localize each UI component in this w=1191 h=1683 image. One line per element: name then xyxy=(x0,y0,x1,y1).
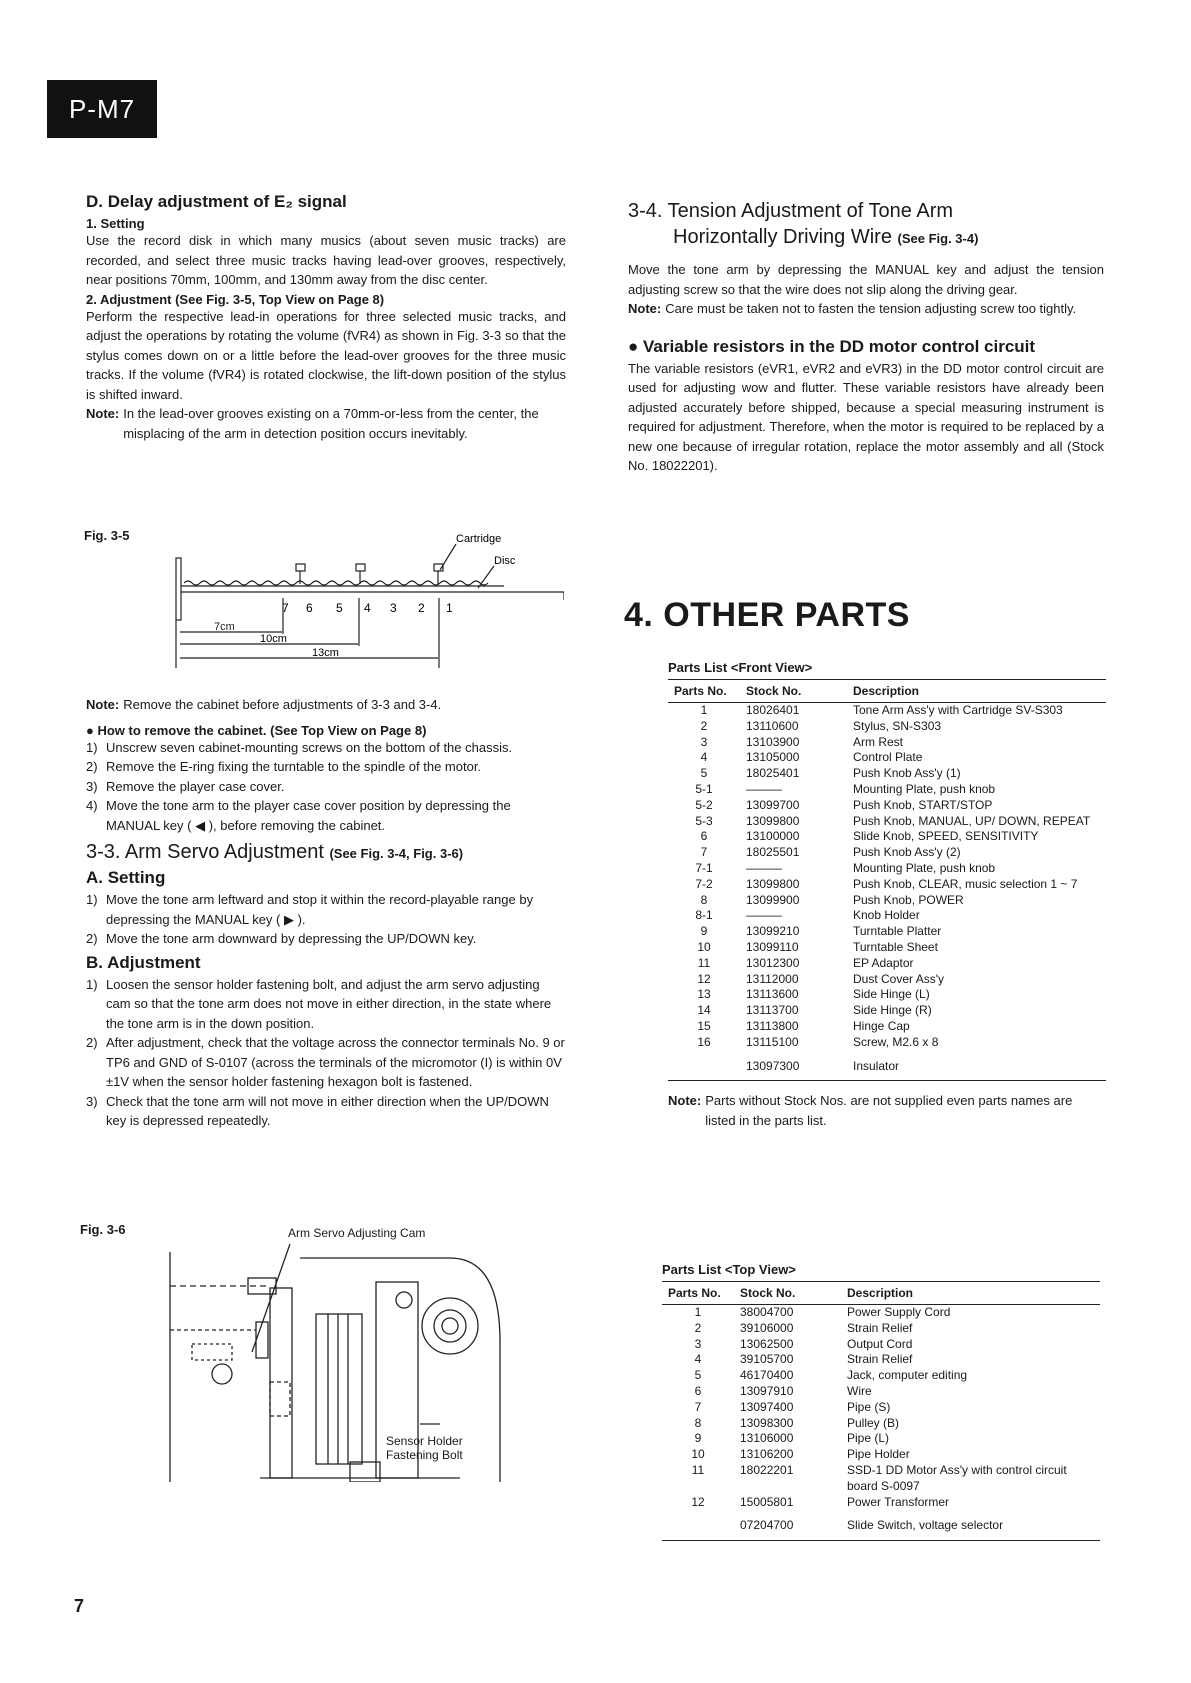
stock-no-cell: 13099900 xyxy=(746,892,800,907)
description-cell: Side Hinge (R) xyxy=(853,1003,932,1018)
parts-no-cell: 6 xyxy=(700,829,708,844)
stock-no-cell: 13012300 xyxy=(746,955,800,970)
description-cell: Turntable Platter xyxy=(853,924,942,939)
table-row xyxy=(668,940,1106,956)
right-column xyxy=(628,198,1104,476)
description-cell: Push Knob, MANUAL, UP/ DOWN, REPEAT xyxy=(853,813,1091,828)
table-row xyxy=(662,1384,1100,1400)
remove-steps-list xyxy=(86,738,566,836)
stock-no-cell: 39105700 xyxy=(740,1352,794,1367)
col-stock-no: Stock No. xyxy=(740,680,847,703)
description-cell: Knob Holder xyxy=(853,908,920,923)
note-text: In the lead-over grooves existing on a 70mm-or-less from the center, the misplacing of the arm in detection position occurs inevitably. xyxy=(123,406,539,441)
step-number: 4) xyxy=(86,798,98,813)
description-cell: Strain Relief xyxy=(847,1320,913,1335)
groove-num-3: 3 xyxy=(390,601,397,615)
step-text: Remove the E-ring fixing the turntable to the spindle of the motor. xyxy=(106,759,482,774)
step-number: 2) xyxy=(86,759,98,774)
table-row xyxy=(668,877,1106,893)
table-row xyxy=(668,987,1106,1003)
table-row xyxy=(668,703,1106,719)
arm-servo-ref: (See Fig. 3-4, Fig. 3-6) xyxy=(329,846,464,861)
model-tag: P-M7 xyxy=(47,80,157,138)
step-text: Move the tone arm downward by depressing the UP/DOWN key. xyxy=(106,931,477,946)
table-row xyxy=(662,1368,1100,1384)
description-cell: Pipe (S) xyxy=(847,1399,891,1414)
note-text: Remove the cabinet before adjustments of 3-3 and 3-4. xyxy=(123,697,442,712)
stock-no-cell: 13113800 xyxy=(746,1018,799,1033)
table-row xyxy=(668,735,1106,751)
note-parts xyxy=(668,1091,1106,1130)
note-lead-over xyxy=(86,404,566,443)
table-row xyxy=(668,908,1106,924)
variable-resistors-title: ● Variable resistors in the DD motor control circuit xyxy=(628,336,1036,356)
description-cell: Power Transformer xyxy=(847,1494,950,1509)
tension-adjustment-title xyxy=(628,198,1104,252)
parts-no-cell: 12 xyxy=(691,1494,705,1509)
step-item xyxy=(86,1033,566,1092)
description-cell: Insulator xyxy=(847,1051,1106,1081)
description-cell: Mounting Plate, push knob xyxy=(853,860,996,875)
table-row xyxy=(668,782,1106,798)
parts-no-cell: 5-3 xyxy=(695,813,713,828)
stock-no-cell: 13062500 xyxy=(740,1336,794,1351)
groove-num-2: 2 xyxy=(418,601,425,615)
parts-no-cell: 8 xyxy=(694,1415,702,1430)
table-row xyxy=(662,1337,1100,1353)
table-row xyxy=(668,719,1106,735)
stock-no-cell: 13113600 xyxy=(746,987,799,1002)
table-row xyxy=(662,1400,1100,1416)
left-column xyxy=(86,192,566,443)
stock-no-cell: 13099800 xyxy=(746,876,800,891)
parts-no-cell: 10 xyxy=(691,1447,705,1462)
figure-3-5 xyxy=(84,528,564,678)
top-parts-table xyxy=(662,1281,1100,1541)
description-cell: Stylus, SN-S303 xyxy=(853,718,942,733)
stock-no-cell: 18026401 xyxy=(746,703,800,717)
description-cell: Control Plate xyxy=(853,750,923,765)
parts-no-cell: 5-1 xyxy=(695,781,713,796)
table-row xyxy=(668,1019,1106,1035)
parts-no-cell: 5 xyxy=(694,1368,702,1383)
stock-no-cell: 38004700 xyxy=(740,1305,794,1319)
table-header-row xyxy=(662,1282,1100,1305)
fig-3-5-label: Fig. 3-5 xyxy=(84,528,130,543)
description-cell: Jack, computer editing xyxy=(847,1368,968,1383)
stock-no-cell: 18022201 xyxy=(740,1462,794,1477)
table-row xyxy=(668,924,1106,940)
parts-no-cell xyxy=(662,1510,734,1540)
description-cell: Turntable Sheet xyxy=(853,939,938,954)
stock-no-cell: 13097300 xyxy=(740,1051,847,1081)
front-parts-table xyxy=(668,679,1106,1081)
parts-no-cell: 10 xyxy=(697,939,711,954)
arm-servo-title xyxy=(86,841,566,864)
table-row xyxy=(668,893,1106,909)
step-number: 2) xyxy=(86,931,98,946)
description-cell: Pipe Holder xyxy=(847,1447,910,1462)
step-item xyxy=(86,929,566,949)
top-view-parts xyxy=(662,1262,1100,1541)
figure-3-6 xyxy=(80,1222,520,1482)
step-number: 1) xyxy=(86,739,98,755)
parts-no-cell: 5 xyxy=(700,766,708,781)
delay-adjustment-title: D. Delay adjustment of E₂ signal xyxy=(86,192,347,211)
description-cell: Power Supply Cord xyxy=(847,1305,951,1319)
parts-no-cell: 2 xyxy=(700,718,708,733)
table-row xyxy=(668,750,1106,766)
dim-7cm: 7cm xyxy=(214,621,235,633)
fig-label-sensor-holder-1: Sensor Holder xyxy=(386,1434,463,1448)
note-label: Note: xyxy=(628,301,662,316)
step-text: Check that the tone arm will not move in either direction when the UP/DOWN key is depressed repeatedly. xyxy=(106,1093,549,1128)
parts-no-cell: 7 xyxy=(700,845,708,860)
groove-num-6: 6 xyxy=(306,601,313,615)
description-cell: Tone Arm Ass'y with Cartridge SV-S303 xyxy=(853,703,1063,717)
step-number: 3) xyxy=(86,1093,98,1109)
step-number: 3) xyxy=(86,778,98,794)
stock-no-cell: 13115100 xyxy=(746,1034,799,1049)
step-number: 1) xyxy=(86,892,98,907)
table-row xyxy=(668,956,1106,972)
stock-no-cell: 13112000 xyxy=(746,971,799,986)
table-row xyxy=(668,798,1106,814)
description-cell: Side Hinge (L) xyxy=(853,987,930,1002)
setting-text: Use the record disk in which many musics (about seven music tracks) are recorded, and select three music tracks having lead-over grooves, respectively, near positions 70mm, 100mm, and 130mm away from the disc center. xyxy=(86,233,566,287)
setting-steps-list xyxy=(86,890,566,949)
parts-no-cell: 3 xyxy=(700,734,708,749)
adjustment-b-title: B. Adjustment xyxy=(86,952,201,972)
parts-no-cell: 1 xyxy=(700,703,708,717)
other-parts-title: 4. OTHER PARTS xyxy=(624,596,910,634)
parts-no-cell xyxy=(668,1051,740,1081)
fig-3-5-drawing xyxy=(84,528,564,678)
tension-title-ref: (See Fig. 3-4) xyxy=(897,231,979,246)
stock-no-cell: 39106000 xyxy=(740,1320,794,1335)
description-cell: Mounting Plate, push knob xyxy=(853,781,996,796)
fig-label-sensor-holder-2: Fastening Bolt xyxy=(386,1448,463,1462)
description-cell: Push Knob, CLEAR, music selection 1 ~ 7 xyxy=(853,876,1078,891)
remove-cabinet-title-text: How to remove the cabinet. (See Top View on Page 8) xyxy=(97,722,427,738)
left-column-lower xyxy=(86,695,566,1131)
remove-cabinet-title: ● How to remove the cabinet. (See Top View on Page 8) xyxy=(86,722,427,738)
description-cell: Wire xyxy=(847,1383,872,1398)
dim-13cm: 13cm xyxy=(312,647,339,659)
table-row xyxy=(662,1321,1100,1337)
parts-no-cell: 4 xyxy=(700,750,708,765)
description-cell: Push Knob, POWER xyxy=(853,892,964,907)
table-row xyxy=(668,814,1106,830)
table-row xyxy=(662,1463,1100,1495)
parts-no-cell: 5-2 xyxy=(695,797,713,812)
step-text: Loosen the sensor holder fastening bolt, and adjust the arm servo adjusting cam so that the tone arm does not move in either direction, in the state where the tone arm is in the down position. xyxy=(106,976,552,1031)
table-row xyxy=(662,1416,1100,1432)
stock-no-cell: ——— xyxy=(746,781,782,796)
stock-no-cell: 13105000 xyxy=(746,750,800,765)
description-cell: Dust Cover Ass'y xyxy=(853,971,944,986)
stock-no-cell: 18025501 xyxy=(746,845,800,860)
variable-resistors-title-text: Variable resistors in the DD motor control circuit xyxy=(643,336,1036,356)
table-row xyxy=(668,845,1106,861)
adjustment-steps-list xyxy=(86,975,566,1131)
step-text: After adjustment, check that the voltage across the connector terminals No. 9 or TP6 and GND of S-0107 (across the terminals of the micromotor (I) is within 0V ±1V when the sensor holder fastening hexagon bolt is fastened. xyxy=(106,1035,565,1089)
table-row xyxy=(662,1495,1100,1511)
parts-no-cell: 12 xyxy=(697,971,711,986)
step-text: Move the tone arm to the player case cover position by depressing the MANUAL key ( ◀ ), before removing the cabinet. xyxy=(106,798,511,833)
stock-no-cell: 18025401 xyxy=(746,766,800,781)
step-text: Remove the player case cover. xyxy=(106,778,285,794)
stock-no-cell: 13097400 xyxy=(740,1399,794,1414)
stock-no-cell: 13113700 xyxy=(746,1003,799,1018)
tension-text: Move the tone arm by depressing the MANUAL key and adjust the tension adjusting screw so that the wire does not slip along the driving gear. xyxy=(628,262,1104,297)
note-text: Parts without Stock Nos. are not supplied even parts names are listed in the parts list. xyxy=(705,1093,1073,1128)
parts-no-cell: 7-1 xyxy=(695,860,713,875)
table-row xyxy=(662,1447,1100,1463)
note-text: Care must be taken not to fasten the tension adjusting screw too tightly. xyxy=(665,301,1077,316)
col-description: Description xyxy=(841,1282,1100,1305)
description-cell: Hinge Cap xyxy=(853,1018,910,1033)
groove-num-7: 7 xyxy=(282,601,289,615)
table-row xyxy=(668,1051,1106,1081)
stock-no-cell: 13110600 xyxy=(746,718,799,733)
step-item xyxy=(86,796,566,835)
description-cell: Screw, M2.6 x 8 xyxy=(853,1034,939,1049)
parts-no-cell: 9 xyxy=(694,1431,702,1446)
stock-no-cell: 13097910 xyxy=(740,1383,794,1398)
table-row xyxy=(662,1510,1100,1540)
description-cell: Push Knob, START/STOP xyxy=(853,797,993,812)
parts-no-cell: 8-1 xyxy=(695,908,713,923)
parts-no-cell: 3 xyxy=(694,1336,702,1351)
top-parts-label: Parts List <Top View> xyxy=(662,1262,796,1277)
description-cell: Push Knob Ass'y (1) xyxy=(853,766,961,781)
parts-no-cell: 2 xyxy=(694,1320,702,1335)
fig-label-sensor-holder xyxy=(386,1434,463,1462)
fig-3-6-label: Fig. 3-6 xyxy=(80,1222,126,1237)
step-item xyxy=(86,738,566,758)
fig-label-disc: Disc xyxy=(494,555,516,567)
step-text: Unscrew seven cabinet-mounting screws on the bottom of the chassis. xyxy=(106,739,513,755)
front-view-parts xyxy=(668,660,1106,1130)
table-header-row xyxy=(668,680,1106,703)
arm-servo-title-text: 3-3. Arm Servo Adjustment xyxy=(86,841,324,863)
table-row xyxy=(662,1305,1100,1321)
note-label: Note: xyxy=(668,1093,702,1109)
description-cell: Pipe (L) xyxy=(847,1431,890,1446)
fig-label-cam: Arm Servo Adjusting Cam xyxy=(288,1226,426,1240)
groove-num-5: 5 xyxy=(336,601,343,615)
variable-resistors-text: The variable resistors (eVR1, eVR2 and eVR3) in the DD motor control circuit are used for adjusting wow and flutter. These variable resistors have already been adjusted accurately before shipped, because a special measuring instrument is required for adjustment. Therefore, when the motor is required to be replaced by a new one because of irregular rotation, replace the motor assembly and all (Stock No. 18022201). xyxy=(628,360,1104,473)
tension-title-line-2-text: Horizontally Driving Wire xyxy=(673,226,892,248)
description-cell: Output Cord xyxy=(847,1336,913,1351)
stock-no-cell: 13099110 xyxy=(746,939,799,954)
stock-no-cell: 15005801 xyxy=(740,1494,794,1509)
groove-num-4: 4 xyxy=(364,601,371,615)
col-parts-no: Parts No. xyxy=(668,680,740,703)
description-cell: SSD-1 DD Motor Ass'y with control circuit board S-0097 xyxy=(847,1462,1067,1493)
table-row xyxy=(668,766,1106,782)
parts-no-cell: 15 xyxy=(697,1018,711,1033)
description-cell: Slide Knob, SPEED, SENSITIVITY xyxy=(853,829,1039,844)
front-parts-label: Parts List <Front View> xyxy=(668,660,813,675)
col-stock-no: Stock No. xyxy=(734,1282,841,1305)
step-number: 1) xyxy=(86,976,98,992)
stock-no-cell: 13099210 xyxy=(746,924,800,939)
step-item xyxy=(86,757,566,777)
col-parts-no: Parts No. xyxy=(662,1282,734,1305)
step-number: 2) xyxy=(86,1035,98,1050)
note-label: Note: xyxy=(86,406,120,421)
parts-no-cell: 11 xyxy=(697,955,711,970)
step-item xyxy=(86,890,566,929)
note-label: Note: xyxy=(86,697,120,712)
description-cell: Arm Rest xyxy=(853,734,904,749)
description-cell: Slide Switch, voltage selector xyxy=(841,1510,1100,1540)
note-tension xyxy=(628,299,1104,319)
groove-num-1: 1 xyxy=(446,601,453,615)
description-cell: EP Adaptor xyxy=(853,955,914,970)
table-row xyxy=(662,1352,1100,1368)
stock-no-cell: 13100000 xyxy=(746,829,800,844)
description-cell: Push Knob Ass'y (2) xyxy=(853,845,961,860)
setting-title: 1. Setting xyxy=(86,216,145,231)
col-description: Description xyxy=(847,680,1106,703)
table-row xyxy=(668,861,1106,877)
parts-no-cell: 14 xyxy=(697,1003,711,1018)
tension-title-line-2 xyxy=(628,224,1104,252)
step-text: Move the tone arm leftward and stop it within the record-playable range by depressing the MANUAL key ( ▶ ). xyxy=(106,892,534,927)
parts-no-cell: 13 xyxy=(697,987,711,1002)
parts-no-cell: 6 xyxy=(694,1383,702,1398)
table-row xyxy=(668,1035,1106,1051)
stock-no-cell: 46170400 xyxy=(740,1368,794,1383)
adjustment-title: 2. Adjustment (See Fig. 3-5, Top View on Page 8) xyxy=(86,291,385,307)
parts-no-cell: 7-2 xyxy=(695,876,713,891)
stock-no-cell: 13098300 xyxy=(740,1415,794,1430)
table-row xyxy=(668,972,1106,988)
stock-no-cell: 07204700 xyxy=(734,1510,841,1540)
parts-no-cell: 11 xyxy=(691,1462,705,1477)
fig-label-cartridge: Cartridge xyxy=(456,533,502,545)
parts-no-cell: 8 xyxy=(700,892,708,907)
table-row xyxy=(668,829,1106,845)
description-cell: Pulley (B) xyxy=(847,1415,900,1430)
step-item xyxy=(86,975,566,1034)
other-parts-section xyxy=(624,596,1104,635)
stock-no-cell: ——— xyxy=(746,908,782,923)
description-cell: Strain Relief xyxy=(847,1352,913,1367)
table-row xyxy=(668,1003,1106,1019)
parts-no-cell: 4 xyxy=(694,1352,702,1367)
dim-10cm: 10cm xyxy=(260,633,287,645)
table-row xyxy=(662,1431,1100,1447)
stock-no-cell: 13103900 xyxy=(746,734,800,749)
note-remove-cabinet xyxy=(86,695,566,715)
parts-no-cell: 9 xyxy=(700,924,708,939)
parts-no-cell: 1 xyxy=(694,1305,702,1319)
stock-no-cell: 13099800 xyxy=(746,813,800,828)
stock-no-cell: 13106200 xyxy=(740,1447,794,1462)
step-item xyxy=(86,777,566,797)
step-item xyxy=(86,1092,566,1131)
stock-no-cell: 13099700 xyxy=(746,797,800,812)
stock-no-cell: ——— xyxy=(746,860,782,875)
parts-no-cell: 7 xyxy=(694,1399,702,1414)
tension-title-line-1: 3-4. Tension Adjustment of Tone Arm xyxy=(628,200,954,222)
parts-no-cell: 16 xyxy=(697,1034,711,1049)
page-number: 7 xyxy=(74,1596,85,1616)
stock-no-cell: 13106000 xyxy=(740,1431,794,1446)
adjustment-text: Perform the respective lead-in operations for three selected music tracks, and adjust the operations by rotating the volume (fVR4) as shown in Fig. 3-3 so that the stylus comes down on or a little before the lead-over grooves for the three music tracks. If the volume (fVR4) is rotated clockwise, the lift-down position of the stylus is shifted inward. xyxy=(86,308,566,402)
setting-a-title: A. Setting xyxy=(86,868,166,887)
